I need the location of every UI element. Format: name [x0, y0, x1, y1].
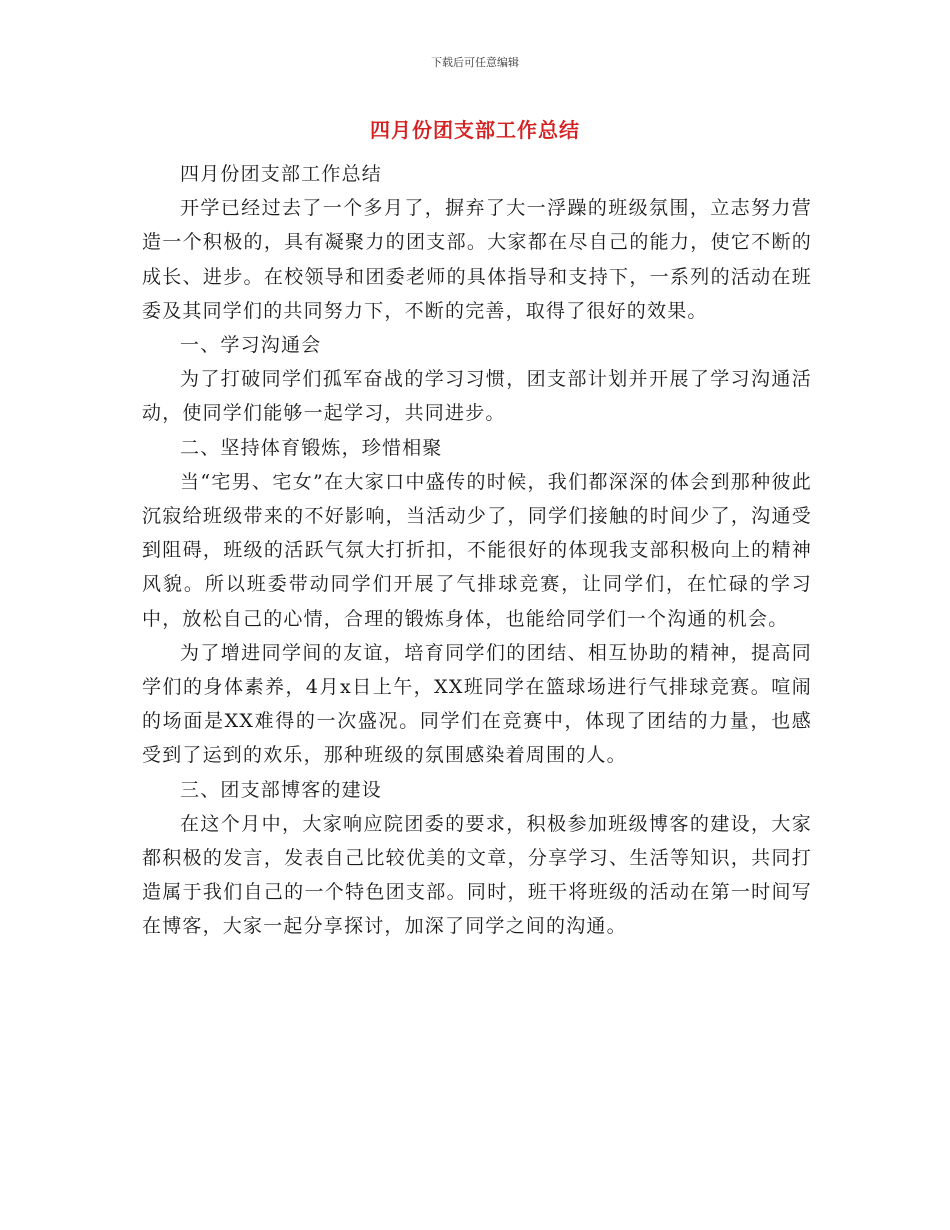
paragraph-section-2b: 为了增进同学间的友谊，培育同学们的团结、相互协助的精神，提高同学们的身体素养，4月x日上午，XX班同学在篮球场进行气排球竞赛。喧闹的场面是XX难得的一次盛况。同学们在竞赛中，体现了团结的力量，也感受到了运到的欢乐，那种班级的氛围感染着周围的人。 [142, 641, 812, 767]
paragraph-section-1: 为了打破同学们孤军奋战的学习习惯，团支部计划并开展了学习沟通活动，使同学们能够一起学习，共同进步。 [142, 368, 812, 425]
paragraph-subtitle: 四月份团支部工作总结 [180, 163, 383, 185]
document-body [142, 157, 812, 944]
section-heading-2: 二、坚持体育锻炼，珍惜相聚 [180, 436, 443, 459]
paragraph-section-3: 在这个月中，大家响应院团委的要求，积极参加班级博客的建设，大家都积极的发言，发表自己比较优美的文章，分享学习、生活等知识，共同打造属于我们自己的一个特色团支部。同时，班干将班级的活动在第一时间写在博客，大家一起分享探讨，加深了同学之间的沟通。 [142, 812, 812, 938]
header-note: 下载后可任意编辑 [431, 56, 519, 69]
paragraph-intro: 开学已经过去了一个多月了，摒弃了大一浮躁的班级氛围，立志努力营造一个积极的，具有凝聚力的团支部。大家都在尽自己的能力，使它不断的成长、进步。在校领导和团委老师的具体指导和支持下，一系列的活动在班委及其同学们的共同努力下，不断的完善，取得了很好的效果。 [142, 197, 812, 322]
section-heading-3: 三、团支部博客的建设 [180, 778, 383, 801]
paragraph-section-2a: 当“宅男、宅女”在大家口中盛传的时候，我们都深深的体会到那种彼此沉寂给班级带来的不好影响，当活动少了，同学们接触的时间少了，沟通受到阻碍，班级的活跃气氛大打折扣，不能很好的体现我支部积极向上的精神风貌。所以班委带动同学们开展了气排球竞赛，让同学们，在忙碌的学习中，放松自己的心情，合理的锻炼身体，也能给同学们一个沟通的机会。 [142, 470, 812, 630]
section-heading-1: 一、学习沟通会 [180, 334, 322, 357]
document-title: 四月份团支部工作总结 [370, 118, 580, 142]
